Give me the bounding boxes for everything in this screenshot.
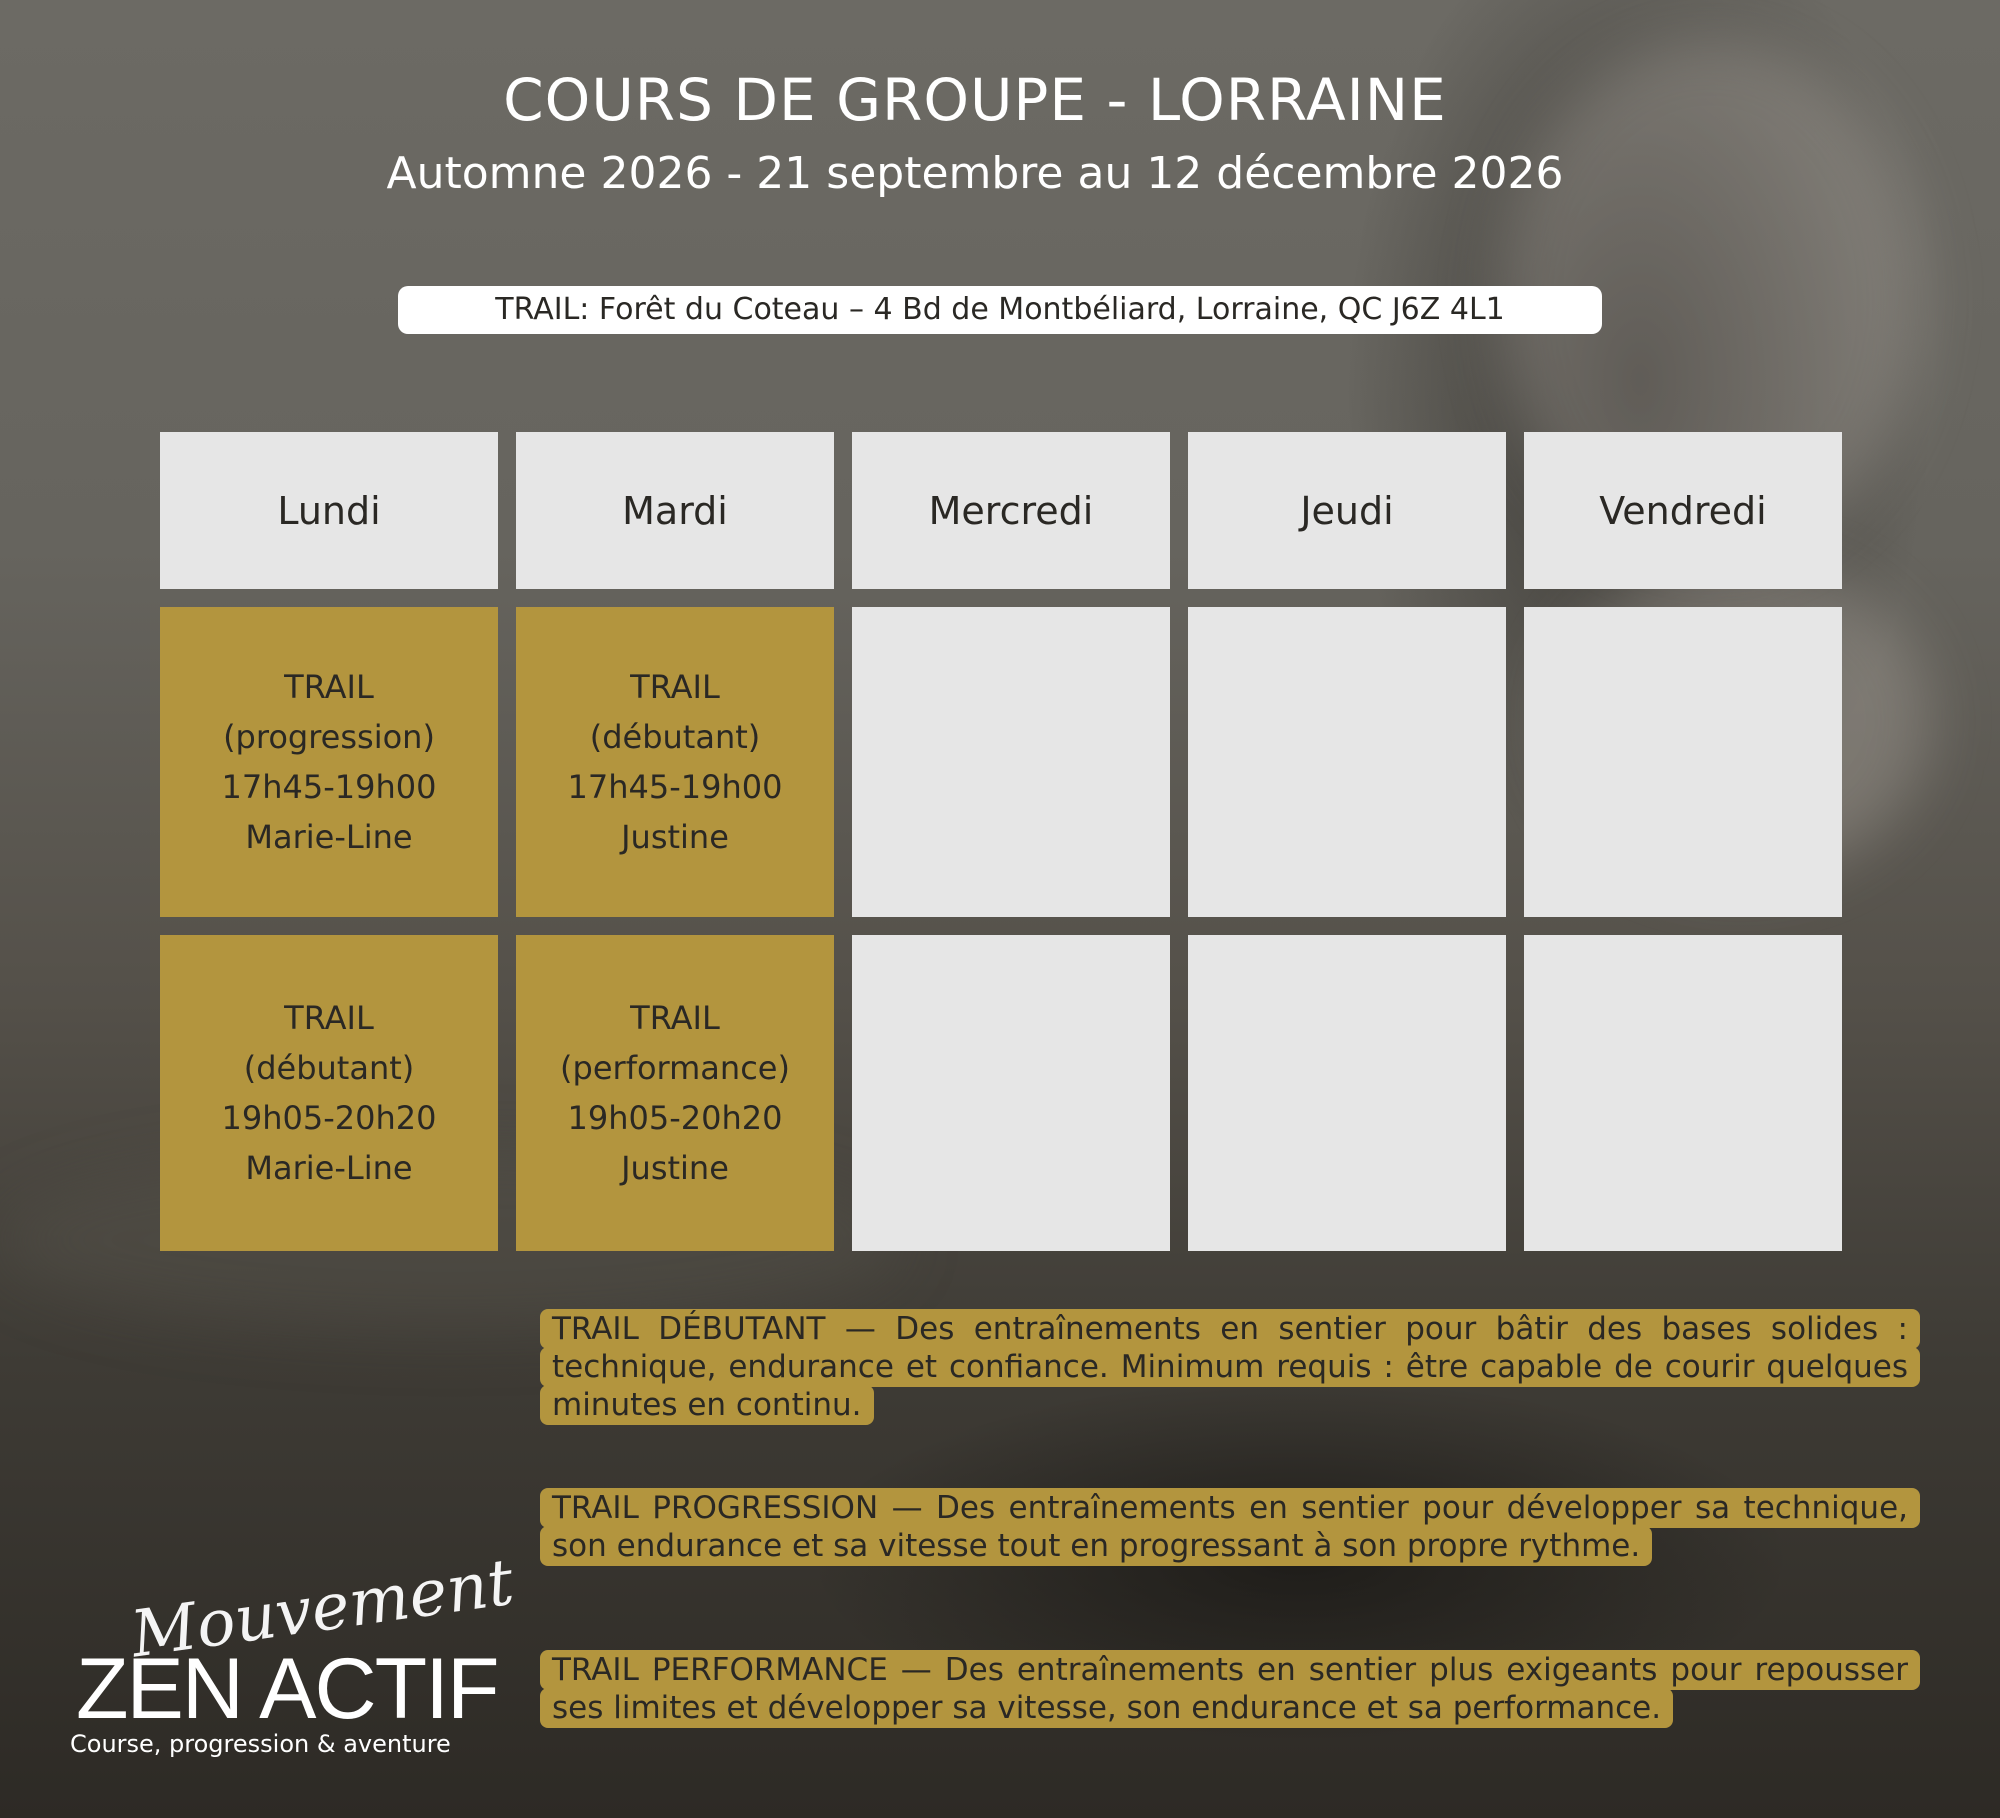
day-header-mardi: Mardi [516, 432, 834, 589]
description-debutant-text: TRAIL DÉBUTANT — Des entraînements en sentier pour bâtir des bases solides : technique, endurance et confiance. Minimum requis : être capable de courir quelques minutes en continu. [540, 1309, 1920, 1425]
class-name: TRAIL [630, 668, 720, 706]
class-time: 19h05-20h20 [567, 1099, 783, 1137]
class-coach: Marie-Line [245, 1149, 413, 1187]
empty-cell-vendredi-slot1 [1524, 607, 1842, 917]
class-coach: Justine [621, 1149, 729, 1187]
class-cell-lundi-slot1 [160, 607, 498, 917]
description-performance [540, 1651, 1920, 1727]
description-debutant [540, 1310, 1920, 1424]
location-address: TRAIL: Forêt du Coteau – 4 Bd de Montbéliard, Lorraine, QC J6Z 4L1 [398, 286, 1602, 334]
day-header-lundi: Lundi [160, 432, 498, 589]
logo-main-text: ZEN ACTIF [76, 1641, 498, 1737]
logo-script-text: Mouvement [126, 1545, 519, 1673]
class-level: (débutant) [243, 1049, 415, 1087]
class-time: 17h45-19h00 [221, 768, 437, 806]
class-level: (progression) [223, 718, 435, 756]
class-cell-lundi-slot2 [160, 935, 498, 1251]
class-name: TRAIL [284, 668, 374, 706]
class-name: TRAIL [284, 999, 374, 1037]
empty-cell-mercredi-slot1 [852, 607, 1170, 917]
description-progression-text: TRAIL PROGRESSION — Des entraînements en sentier pour développer sa technique, son endurance et sa vitesse tout en progressant à son propre rythme. [540, 1488, 1920, 1566]
description-performance-text: TRAIL PERFORMANCE — Des entraînements en sentier plus exigeants pour repousser ses limites et développer sa vitesse, son endurance et sa performance. [540, 1650, 1920, 1728]
class-coach: Marie-Line [245, 818, 413, 856]
class-cell-mardi-slot2 [516, 935, 834, 1251]
description-progression [540, 1489, 1920, 1565]
class-level: (débutant) [589, 718, 761, 756]
day-header-mercredi: Mercredi [852, 432, 1170, 589]
day-header-jeudi: Jeudi [1188, 432, 1506, 589]
day-header-vendredi: Vendredi [1524, 432, 1842, 589]
page-subtitle: Automne 2026 - 21 septembre au 12 décembre 2026 [386, 148, 1564, 199]
class-time: 19h05-20h20 [221, 1099, 437, 1137]
empty-cell-vendredi-slot2 [1524, 935, 1842, 1251]
class-cell-mardi-slot1 [516, 607, 834, 917]
class-level: (performance) [560, 1049, 790, 1087]
empty-cell-mercredi-slot2 [852, 935, 1170, 1251]
page-title: COURS DE GROUPE - LORRAINE [503, 66, 1447, 134]
empty-cell-jeudi-slot2 [1188, 935, 1506, 1251]
class-coach: Justine [621, 818, 729, 856]
empty-cell-jeudi-slot1 [1188, 607, 1506, 917]
class-time: 17h45-19h00 [567, 768, 783, 806]
logo-tagline: Course, progression & aventure [70, 1730, 451, 1758]
class-name: TRAIL [630, 999, 720, 1037]
